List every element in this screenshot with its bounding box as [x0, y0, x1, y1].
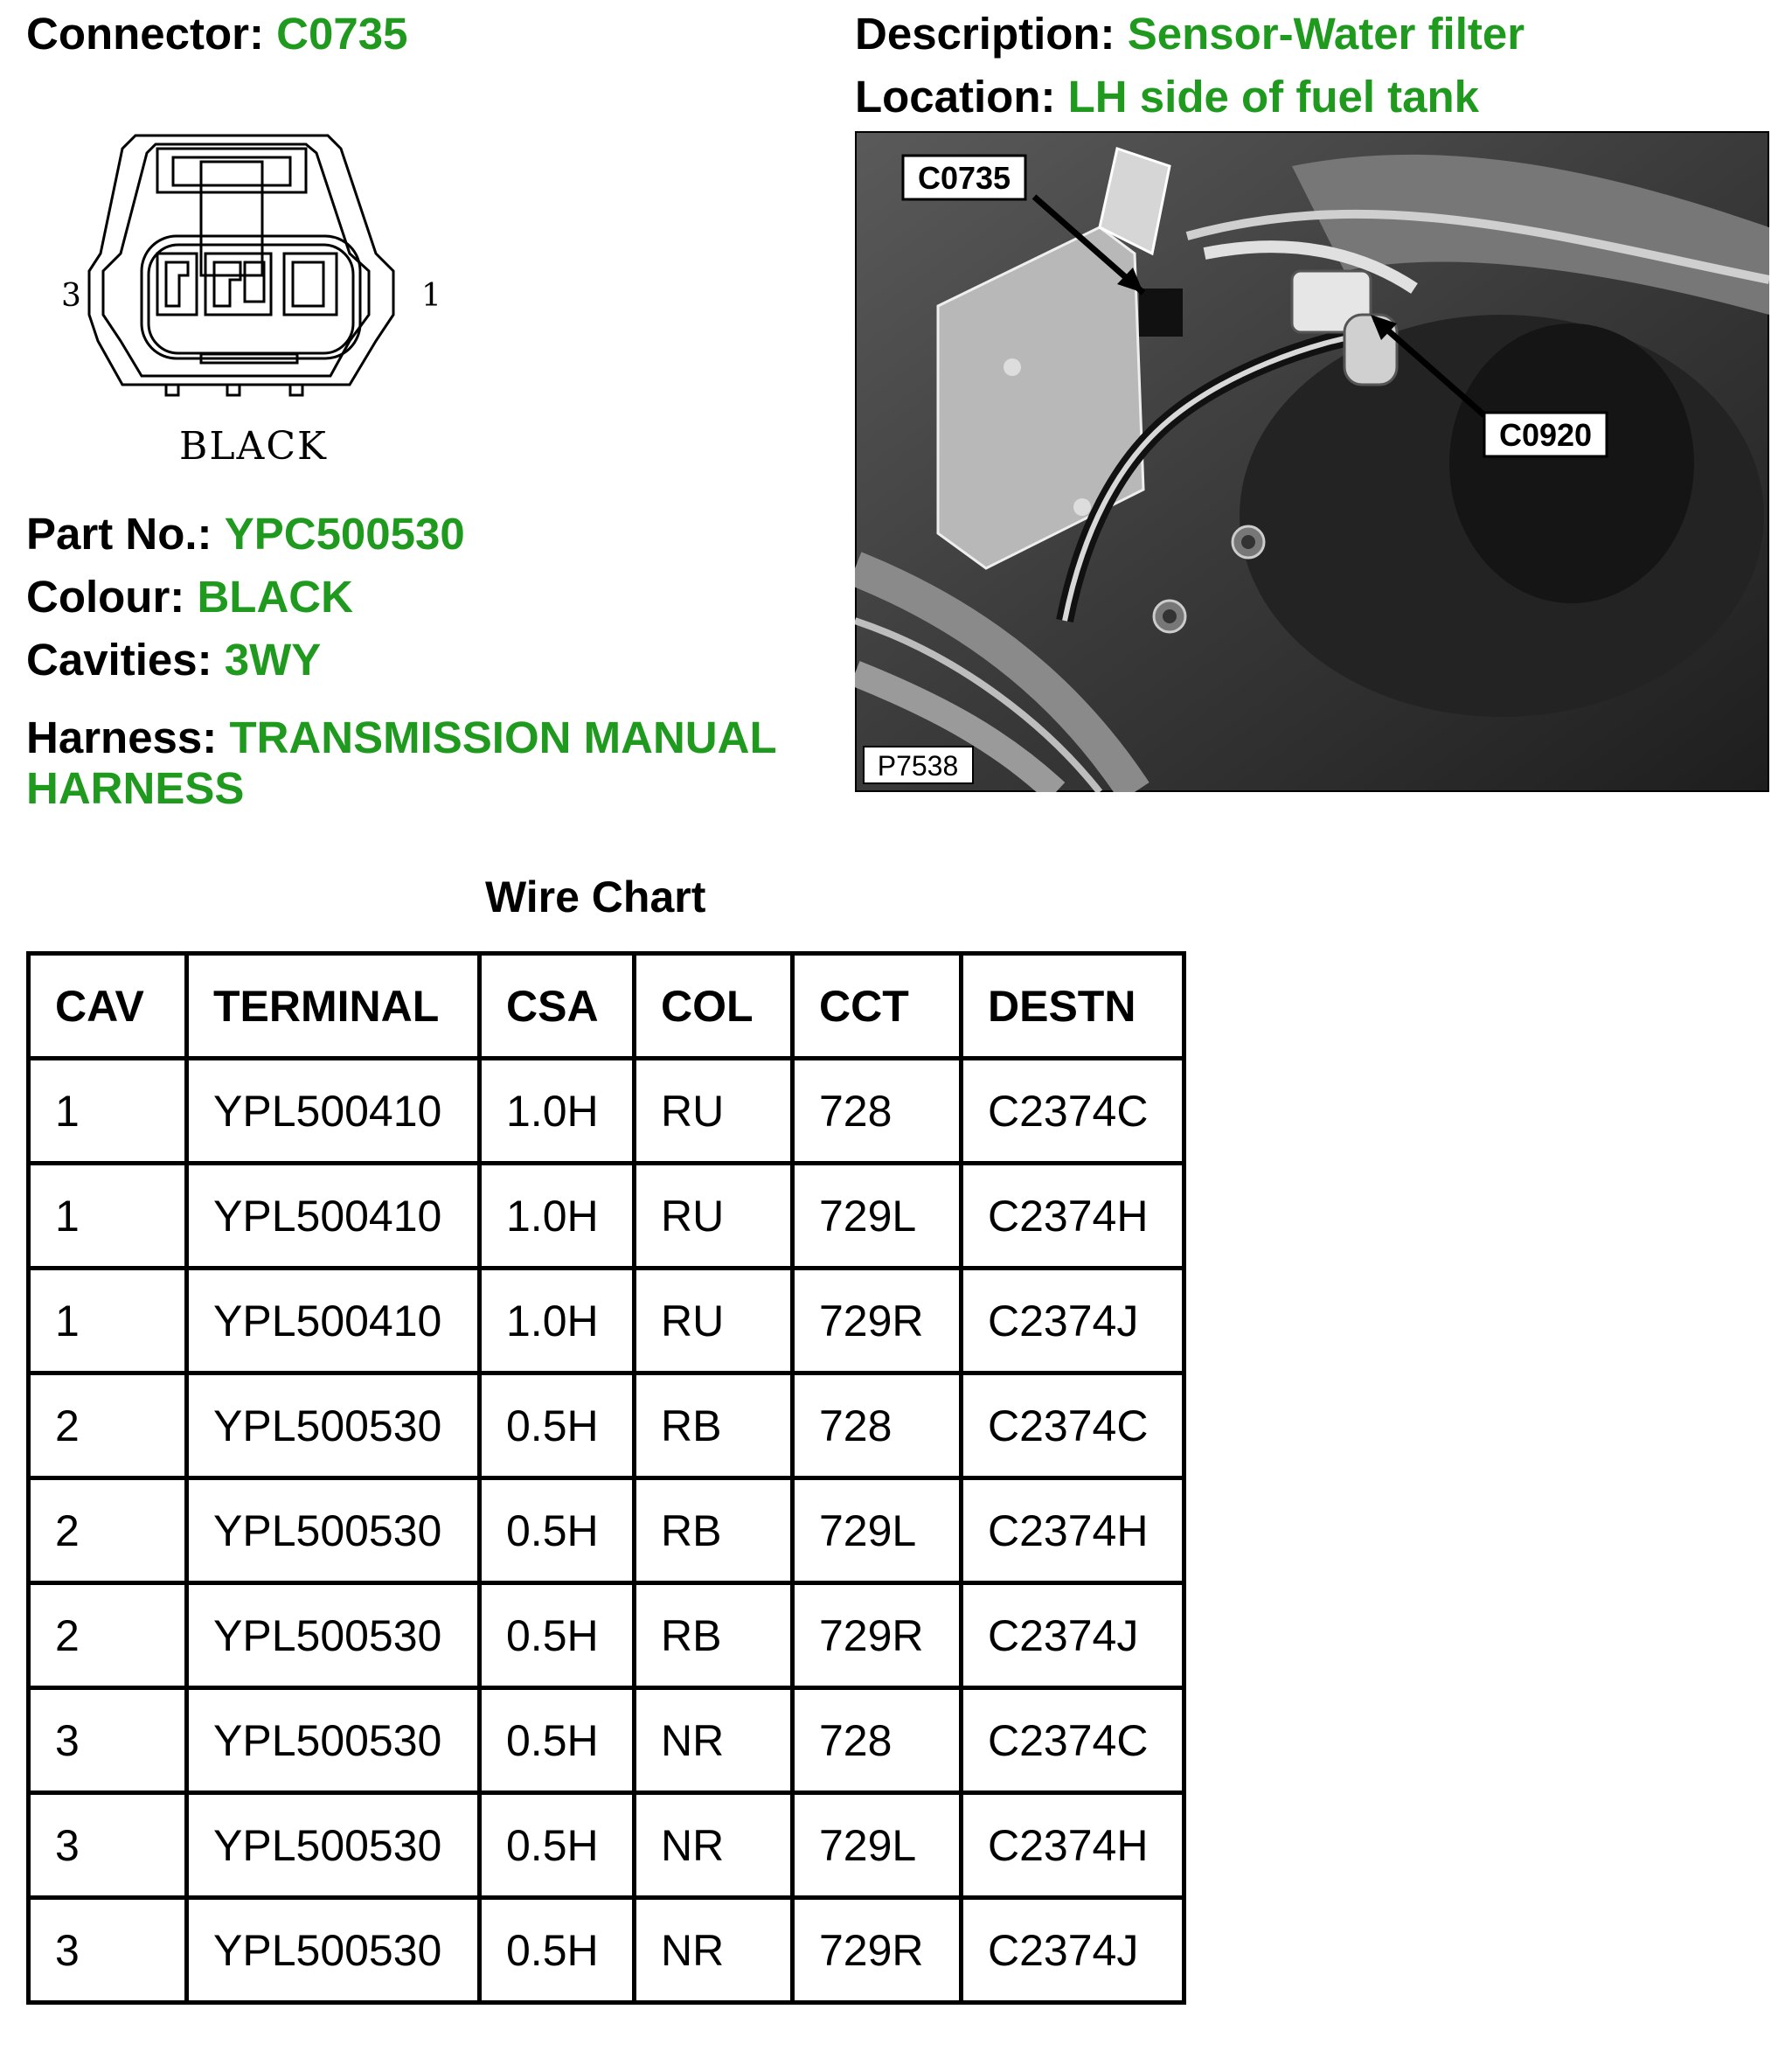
table-row — [29, 1793, 1184, 1898]
cell-cct: 729L — [793, 1478, 962, 1583]
cell-destn: C2374J — [962, 1898, 1184, 2003]
pin-label-left: 3 — [61, 278, 81, 314]
cell-col: RB — [635, 1583, 793, 1688]
photo-callout-c0920: C0920 — [1498, 417, 1593, 453]
table-row — [29, 1478, 1184, 1583]
colour-line — [26, 572, 353, 622]
cell-destn: C2374J — [962, 1269, 1184, 1373]
cell-csa: 1.0H — [480, 1164, 635, 1269]
col-header-cav: CAV — [29, 954, 187, 1059]
cell-terminal: YPL500530 — [187, 1583, 480, 1688]
cell-col: RB — [635, 1373, 793, 1478]
cavities-line — [26, 635, 321, 685]
part-no-label: Part No.: — [26, 509, 212, 559]
cell-csa: 0.5H — [480, 1373, 635, 1478]
location-photo — [855, 131, 1769, 792]
pin-label-right: 1 — [421, 278, 441, 314]
cell-cav: 2 — [29, 1478, 187, 1583]
col-header-terminal: TERMINAL — [187, 954, 480, 1059]
cell-cav: 1 — [29, 1269, 187, 1373]
connector-value: C0735 — [276, 9, 408, 59]
cell-cct: 728 — [793, 1688, 962, 1793]
cell-csa: 0.5H — [480, 1583, 635, 1688]
table-row — [29, 1059, 1184, 1164]
cavities-label: Cavities: — [26, 635, 212, 685]
cell-cav: 2 — [29, 1373, 187, 1478]
part-no-value: YPC500530 — [224, 509, 465, 559]
cell-destn: C2374C — [962, 1373, 1184, 1478]
table-row — [29, 1583, 1184, 1688]
cell-col: NR — [635, 1688, 793, 1793]
part-no-line — [26, 509, 465, 560]
table-row — [29, 1164, 1184, 1269]
cell-terminal: YPL500410 — [187, 1059, 480, 1164]
cell-cav: 1 — [29, 1059, 187, 1164]
col-header-csa: CSA — [480, 954, 635, 1059]
col-header-destn: DESTN — [962, 954, 1184, 1059]
cell-destn: C2374H — [962, 1793, 1184, 1898]
cell-terminal: YPL500530 — [187, 1373, 480, 1478]
colour-label: Colour: — [26, 572, 185, 622]
cell-csa: 0.5H — [480, 1898, 635, 2003]
wire-chart-title: Wire Chart — [485, 873, 706, 921]
cell-cct: 729R — [793, 1898, 962, 2003]
cell-terminal: YPL500410 — [187, 1164, 480, 1269]
cell-terminal: YPL500410 — [187, 1269, 480, 1373]
cell-csa: 1.0H — [480, 1269, 635, 1373]
cell-col: NR — [635, 1898, 793, 2003]
cell-cav: 3 — [29, 1793, 187, 1898]
table-row — [29, 1688, 1184, 1793]
connector-color-caption: BLACK — [179, 424, 328, 469]
harness-line — [26, 713, 813, 814]
cell-csa: 0.5H — [480, 1688, 635, 1793]
description-line — [855, 9, 1525, 59]
cell-col: NR — [635, 1793, 793, 1898]
wire-chart-header-row — [29, 954, 1184, 1059]
cell-cct: 728 — [793, 1373, 962, 1478]
photo-callout-c0735: C0735 — [917, 160, 1011, 196]
cell-terminal: YPL500530 — [187, 1898, 480, 2003]
cell-col: RB — [635, 1478, 793, 1583]
cell-cav: 1 — [29, 1164, 187, 1269]
table-row — [29, 1373, 1184, 1478]
connector-face-diagram — [87, 131, 420, 402]
cavities-value: 3WY — [224, 635, 322, 685]
cell-cav: 3 — [29, 1688, 187, 1793]
cell-cct: 729L — [793, 1164, 962, 1269]
cell-cct: 728 — [793, 1059, 962, 1164]
cell-terminal: YPL500530 — [187, 1793, 480, 1898]
cell-destn: C2374H — [962, 1478, 1184, 1583]
colour-value: BLACK — [197, 572, 353, 622]
col-header-col: COL — [635, 954, 793, 1059]
harness-value: TRANSMISSION MANUAL HARNESS — [26, 713, 776, 813]
cell-destn: C2374J — [962, 1583, 1184, 1688]
cell-cct: 729R — [793, 1269, 962, 1373]
description-label: Description: — [855, 9, 1115, 59]
cell-col: RU — [635, 1059, 793, 1164]
location-line — [855, 72, 1479, 122]
col-header-cct: CCT — [793, 954, 962, 1059]
cell-terminal: YPL500530 — [187, 1688, 480, 1793]
cell-cav: 3 — [29, 1898, 187, 2003]
cell-destn: C2374H — [962, 1164, 1184, 1269]
description-value: Sensor-Water filter — [1127, 9, 1525, 59]
connector-label: Connector: — [26, 9, 264, 59]
location-value: LH side of fuel tank — [1067, 72, 1480, 122]
cell-destn: C2374C — [962, 1688, 1184, 1793]
harness-label: Harness: — [26, 713, 218, 762]
cell-csa: 0.5H — [480, 1793, 635, 1898]
location-label: Location: — [855, 72, 1056, 122]
cell-terminal: YPL500530 — [187, 1478, 480, 1583]
connector-line — [26, 9, 407, 59]
cell-csa: 1.0H — [480, 1059, 635, 1164]
table-row — [29, 1269, 1184, 1373]
cell-col: RU — [635, 1164, 793, 1269]
cell-cct: 729L — [793, 1793, 962, 1898]
cell-cav: 2 — [29, 1583, 187, 1688]
cell-destn: C2374C — [962, 1059, 1184, 1164]
cell-cct: 729R — [793, 1583, 962, 1688]
wire-chart-table — [26, 951, 1186, 2005]
cell-col: RU — [635, 1269, 793, 1373]
cell-csa: 0.5H — [480, 1478, 635, 1583]
photo-figure-id: P7538 — [877, 750, 959, 782]
table-row — [29, 1898, 1184, 2003]
